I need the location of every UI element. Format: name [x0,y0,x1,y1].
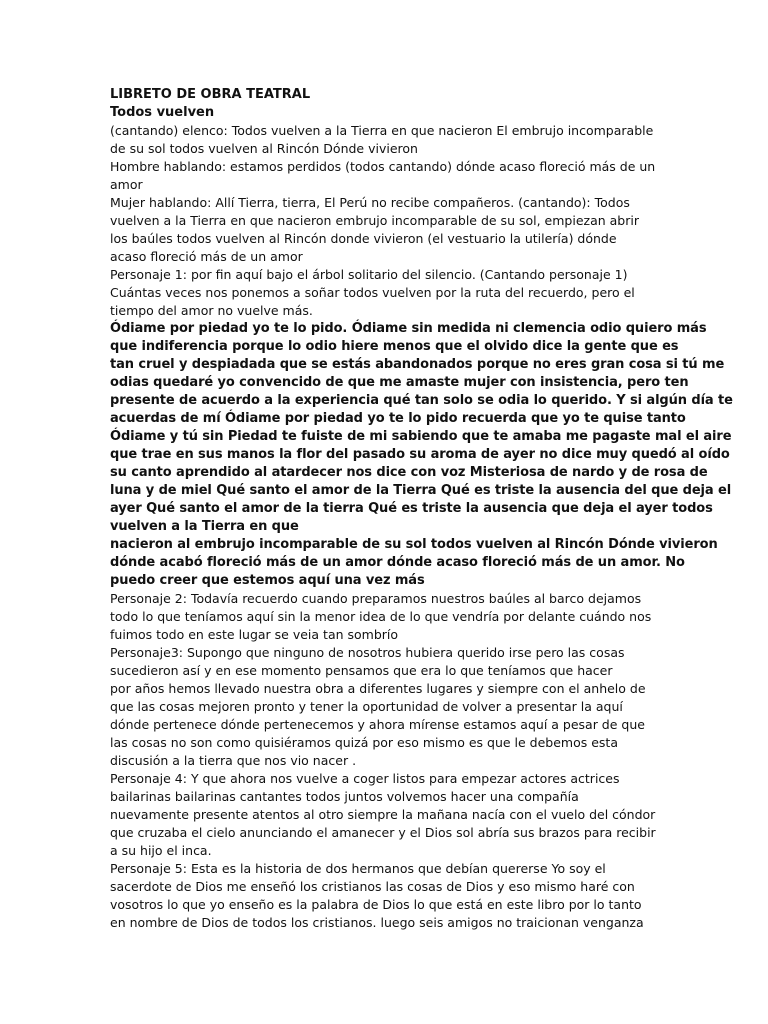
text-line: Mujer hablando: Allí Tierra, tierra, El Perú no recibe compañeros. (cantando): Todos [110,195,630,210]
text-line: vuelven a la Tierra en que [110,519,299,534]
text-line: a su hijo el inca. [110,843,212,858]
text-line: nuevamente presente atentos al otro siempre la mañana nacía con el vuelo del cóndor [110,807,656,822]
text-line: en nombre de Dios de todos los cristianos. luego seis amigos no traicionan venganza [110,915,644,930]
text-line: odias quedaré yo convencido de que me amaste mujer con insistencia, pero ten [110,375,689,390]
text-line: luna y de miel Qué santo el amor de la Tierra Qué es triste la ausencia del que deja el [110,483,732,498]
text-line: su canto aprendido al atardecer nos dice con voz Misteriosa de nardo y de rosa de [110,465,708,480]
text-line: fuimos todo en este lugar se veia tan sombrío [110,627,399,642]
text-line: tiempo del amor no vuelve más. [110,303,313,318]
text-line: Personaje3: Supongo que ninguno de nosotros hubiera querido irse pero las cosas [110,645,625,660]
text-line: Personaje 5: Esta es la historia de dos hermanos que debían quererse Yo soy el [110,861,606,876]
text-line: bailarinas bailarinas cantantes todos juntos volvemos hacer una compañía [110,789,579,804]
text-line: vosotros lo que yo enseño es la palabra de Dios lo que está en este libro por lo tanto [110,897,642,912]
text-line: dónde pertenece dónde pertenecemos y ahora mírense estamos aquí a pesar de que [110,717,645,732]
text-line: los baúles todos vuelven al Rincón donde vivieron (el vestuario la utilería) dónde [110,231,617,246]
text-line: que indiferencia porque lo odio hiere menos que el olvido dice la gente que es [110,339,679,354]
text-line: Ódiame por piedad yo te lo pido. Ódiame sin medida ni clemencia odio quiero más [110,321,707,336]
text-line: tan cruel y despiadada que se estás abandonados porque no eres gran cosa si tú me [110,357,725,372]
text-line: de su sol todos vuelven al Rincón Dónde vivieron [110,141,418,156]
text-line: acuerdas de mí Ódiame por piedad yo te lo pido recuerda que yo te quise tanto [110,411,686,426]
text-line: presente de acuerdo a la experiencia qué tan solo se odia lo querido. Y si algún día te [110,393,733,408]
text-line: las cosas no son como quisiéramos quizá por eso mismo es que le debemos esta [110,735,618,750]
text-line: acaso floreció más de un amor [110,249,303,264]
text-line: Personaje 1: por fin aquí bajo el árbol solitario del silencio. (Cantando personaje 1) [110,267,628,282]
text-line: sacerdote de Dios me enseñó los cristianos las cosas de Dios y eso mismo haré con [110,879,635,894]
text-line: Personaje 4: Y que ahora nos vuelve a coger listos para empezar actores actrices [110,771,620,786]
text-line: puedo creer que estemos aquí una vez más [110,573,425,588]
document-body [110,86,733,932]
text-line: dónde acabó floreció más de un amor dónde acaso floreció más de un amor. No [110,555,685,570]
document-text [110,122,733,932]
text-line: discusión a la tierra que nos vio nacer . [110,753,357,768]
text-line: nacieron al embrujo incomparable de su sol todos vuelven al Rincón Dónde vivieron [110,537,718,552]
text-line: que trae en sus manos la flor del pasado su aroma de ayer no dice muy quedó al oído [110,447,730,462]
document-title: LIBRETO DE OBRA TEATRAL [110,87,311,102]
text-line: sucedieron así y en ese momento pensamos que era lo que teníamos que hacer [110,663,613,678]
text-line: Cuántas veces nos ponemos a soñar todos vuelven por la ruta del recuerdo, pero el [110,285,635,300]
text-line: ayer Qué santo el amor de la tierra Qué es triste la ausencia que deja el ayer todos [110,501,713,516]
text-line: amor [110,177,143,192]
text-line: (cantando) elenco: Todos vuelven a la Tierra en que nacieron El embrujo incomparable [110,123,654,138]
text-line: Hombre hablando: estamos perdidos (todos cantando) dónde acaso floreció más de un [110,159,656,174]
text-line: por años hemos llevado nuestra obra a diferentes lugares y siempre con el anhelo de [110,681,646,696]
document-subtitle: Todos vuelven [110,105,215,120]
text-line: que las cosas mejoren pronto y tener la oportunidad de volver a presentar la aquí [110,699,623,714]
text-line: Ódiame y tú sin Piedad te fuiste de mi sabiendo que te amaba me pagaste mal el aire [110,429,732,444]
text-line: Personaje 2: Todavía recuerdo cuando preparamos nuestros baúles al barco dejamos [110,591,642,606]
text-line: que cruzaba el cielo anunciando el amanecer y el Dios sol abría sus brazos para recibir [110,825,656,840]
text-line: todo lo que teníamos aquí sin la menor idea de lo que vendría por delante cuándo nos [110,609,652,624]
text-line: vuelven a la Tierra en que nacieron embrujo incomparable de su sol, empiezan abrir [110,213,639,228]
